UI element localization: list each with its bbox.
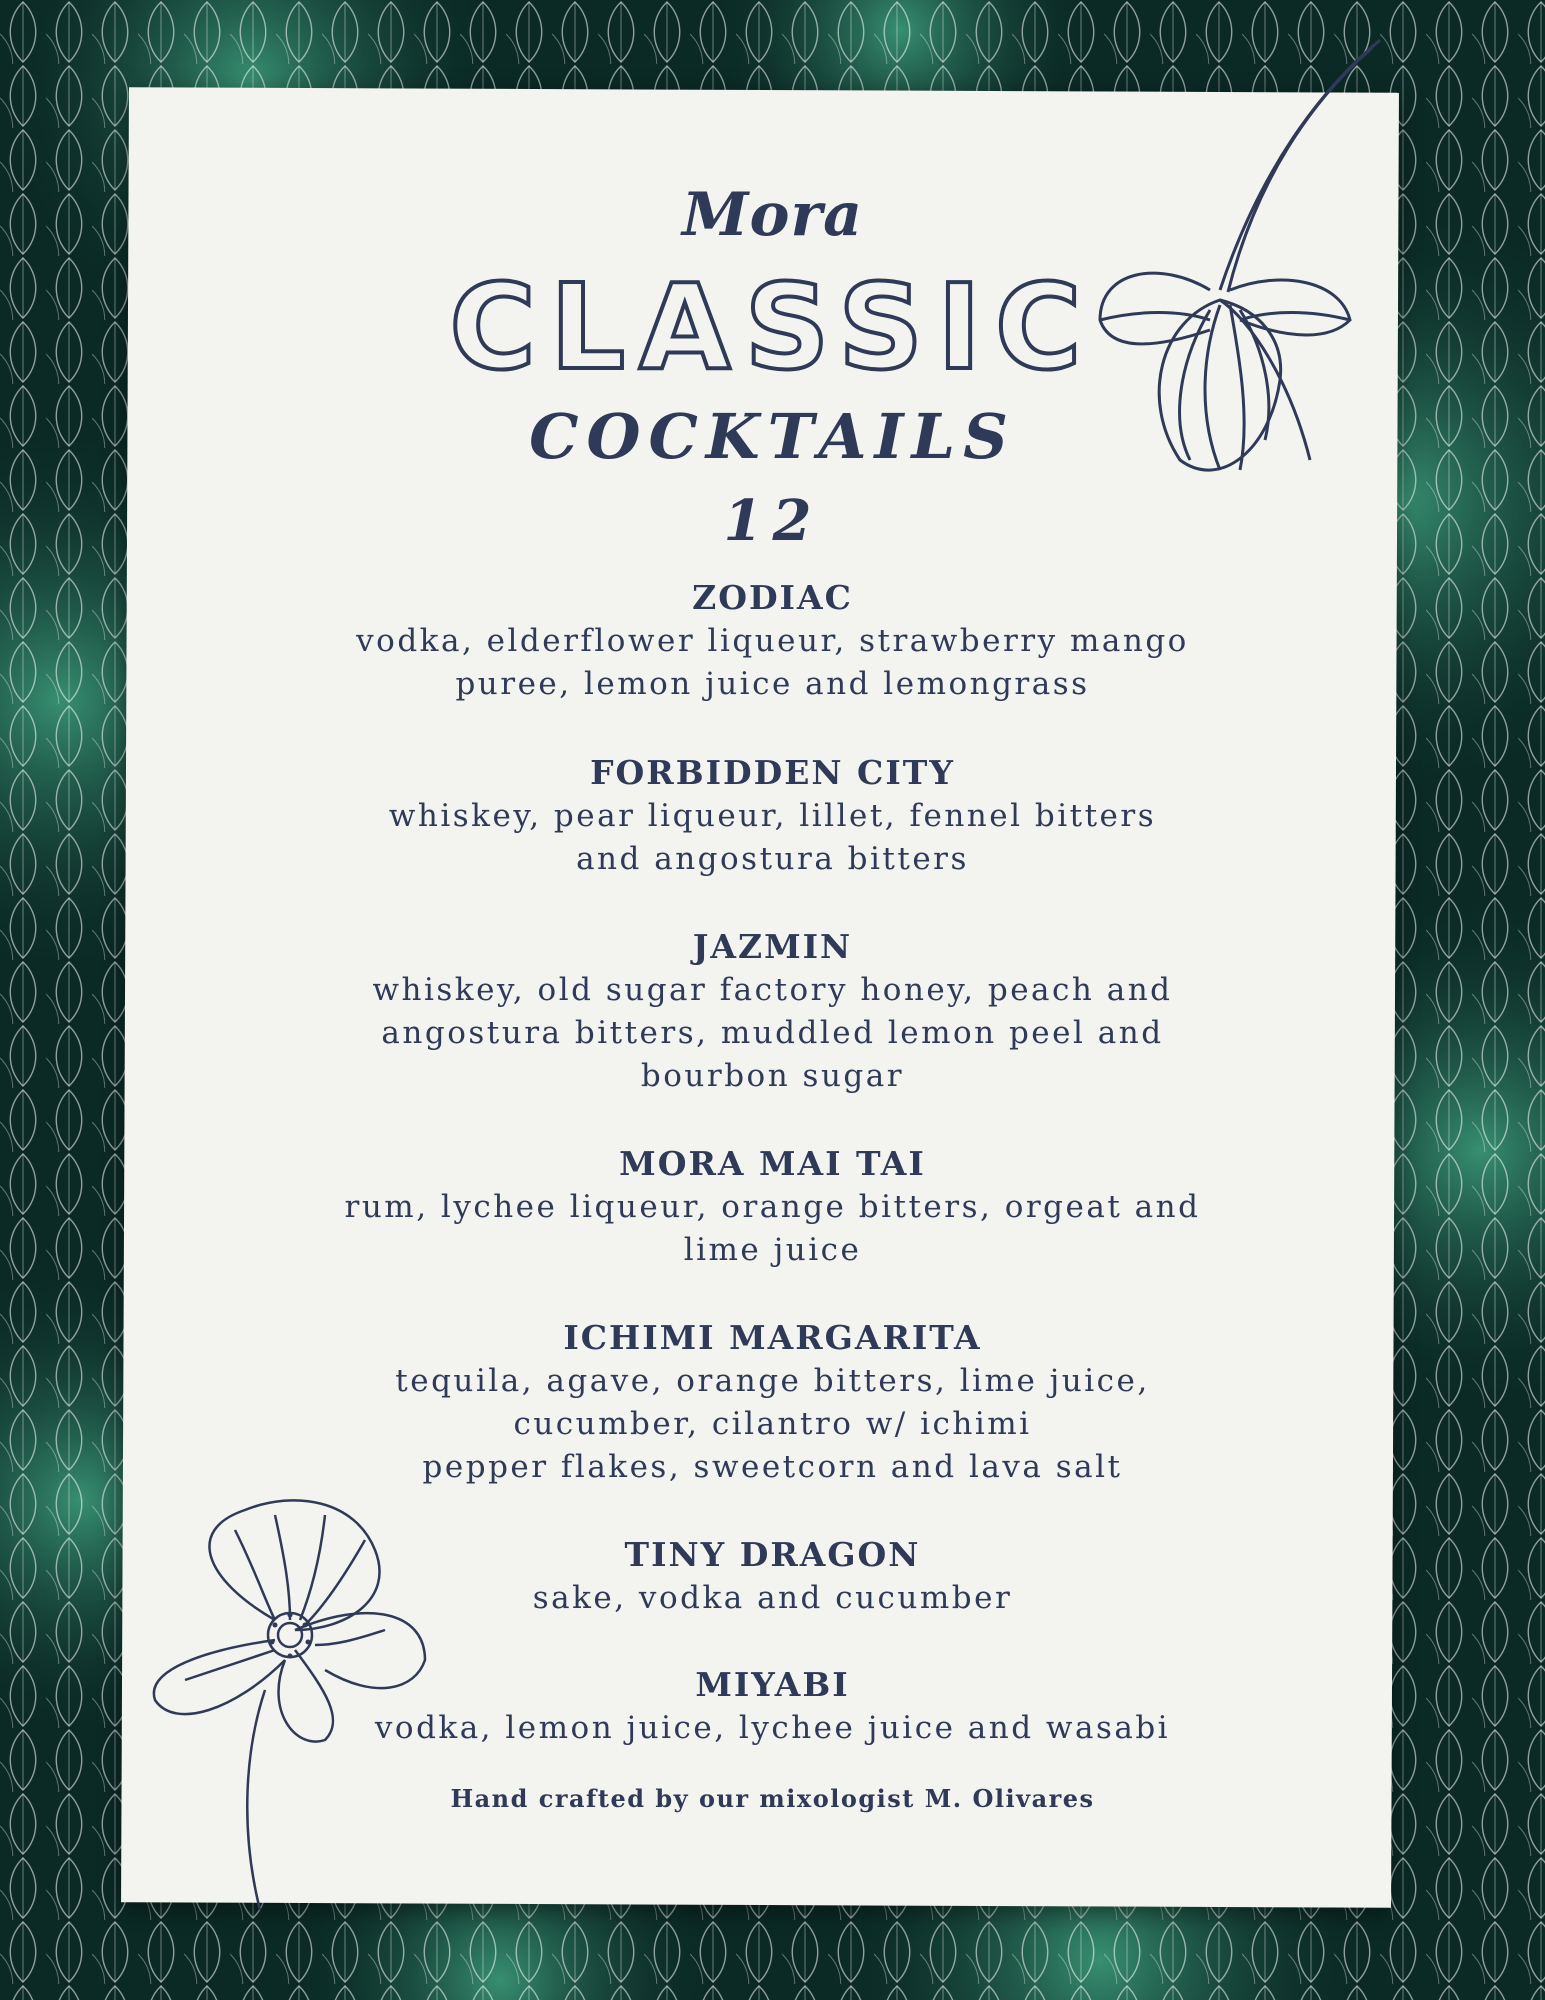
menu-item: [0, 925, 1545, 1098]
menu-subtitle: COCKTAILS: [529, 400, 1016, 473]
menu-title: CLASSIC: [449, 258, 1096, 396]
item-description: sake, vodka and cucumber: [532, 1580, 1013, 1616]
footer-credit: Hand crafted by our mixologist M. Olivares: [450, 1784, 1095, 1813]
item-name: JAZMIN: [692, 927, 853, 966]
item-description: whiskey, old sugar factory honey, peach and angostura bitters, muddled lemon peel and bourbon sugar: [372, 972, 1173, 1094]
menu-item: [0, 576, 1545, 706]
item-name: FORBIDDEN CITY: [590, 753, 955, 792]
item-description: whiskey, pear liqueur, lillet, fennel bitters and angostura bitters: [388, 798, 1157, 877]
price-label: 12: [723, 488, 822, 554]
item-description: vodka, lemon juice, lychee juice and wasabi: [374, 1710, 1171, 1746]
item-description: rum, lychee liqueur, orange bitters, orgeat and lime juice: [344, 1189, 1201, 1268]
item-name: ICHIMI MARGARITA: [563, 1318, 982, 1357]
menu-item: [0, 1533, 1545, 1620]
item-description: tequila, agave, orange bitters, lime juice, cucumber, cilantro w/ ichimi pepper flakes, sweetcorn and lava salt: [395, 1363, 1150, 1485]
menu-item: [0, 1663, 1545, 1750]
menu-item: [0, 1316, 1545, 1489]
menu-item: [0, 1142, 1545, 1272]
menu-item: [0, 751, 1545, 881]
item-name: TINY DRAGON: [624, 1535, 921, 1574]
brand-name: Mora: [682, 180, 863, 250]
item-description: vodka, elderflower liqueur, strawberry mango puree, lemon juice and lemongrass: [356, 623, 1189, 702]
item-name: ZODIAC: [692, 578, 853, 617]
item-name: MORA MAI TAI: [619, 1144, 926, 1183]
item-name: MIYABI: [695, 1665, 850, 1704]
